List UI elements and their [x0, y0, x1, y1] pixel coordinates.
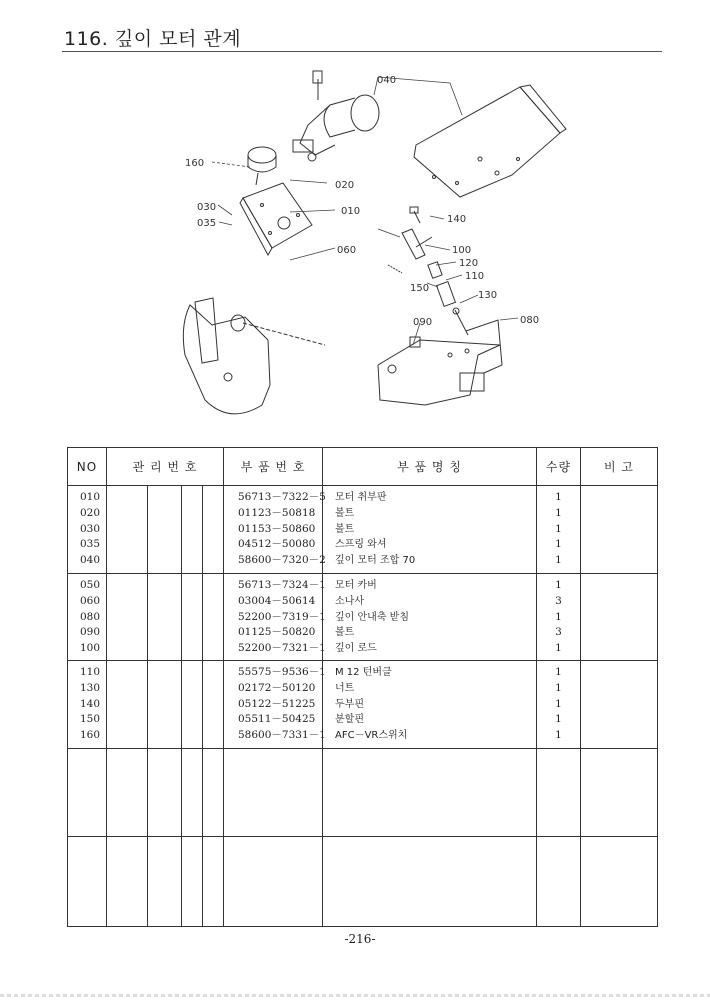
callout-035: 035 — [197, 218, 217, 229]
group-2-part-name-column: 모터 카버 소나사 깊이 안내축 받침 볼트 깊이 로드 — [323, 574, 537, 661]
group-2-remarks-column — [581, 574, 658, 661]
callout-010: 010 — [341, 206, 361, 217]
table-row-group-1 — [68, 486, 658, 574]
group-2-quantity-column: 1 3 1 3 1 — [537, 574, 581, 661]
group-1-part-number-column: 56713－7322－5 01123－50818 01153－50860 04512－50080 58600－7320－2 — [224, 486, 323, 574]
callout-130: 130 — [478, 290, 498, 301]
exploded-parts-diagram — [0, 55, 710, 445]
depth-guide-bracket-drawing — [378, 320, 502, 405]
parts-table — [67, 447, 658, 927]
empty-cell — [323, 837, 537, 927]
scan-edge-artifact — [0, 994, 710, 997]
callout-160: 160 — [185, 158, 205, 169]
group-2-no-column: 050 060 080 090 100 — [68, 574, 107, 661]
empty-cell — [581, 837, 658, 927]
callout-100: 100 — [452, 245, 472, 256]
group-1-management-column — [107, 486, 224, 574]
callout-040: 040 — [377, 75, 397, 86]
empty-cell — [537, 837, 581, 927]
callout-110: 110 — [465, 271, 485, 282]
empty-cell — [68, 837, 107, 927]
depth-rod-assembly-drawing — [388, 207, 468, 335]
group-3-no-column: 110 130 140 150 160 — [68, 661, 107, 749]
callout-080: 080 — [520, 315, 540, 326]
table-row-empty-1 — [68, 749, 658, 837]
table-row-group-2 — [68, 574, 658, 661]
callout-140: 140 — [447, 214, 467, 225]
group-1-remarks-column — [581, 486, 658, 574]
callout-120: 120 — [459, 258, 479, 269]
afc-vr-switch-drawing — [248, 147, 276, 185]
callout-030: 030 — [197, 202, 217, 213]
group-3-part-number-column: 55575－9536－1 02172－50120 05122－51225 05511－50425 58600－7331－1 — [224, 661, 323, 749]
empty-cell — [224, 837, 323, 927]
group-3-quantity-column: 1 1 1 1 1 — [537, 661, 581, 749]
group-1-quantity-column: 1 1 1 1 1 — [537, 486, 581, 574]
empty-cell — [581, 749, 658, 837]
callout-150: 150 — [410, 283, 430, 294]
empty-cell — [323, 749, 537, 837]
callout-090: 090 — [413, 317, 433, 328]
callout-060: 060 — [337, 245, 357, 256]
group-2-management-column — [107, 574, 224, 661]
group-1-no-column: 010 020 030 035 040 — [68, 486, 107, 574]
empty-cell — [68, 749, 107, 837]
table-row-empty-2 — [68, 837, 658, 927]
motor-mount-plate-drawing — [240, 183, 312, 255]
header-part-name: 부 품 명 칭 — [323, 448, 537, 486]
depth-motor-drawing — [293, 71, 379, 161]
header-remarks: 비 고 — [581, 448, 658, 486]
machine-body-drawing — [183, 298, 325, 414]
header-no: NO — [68, 448, 107, 486]
empty-cell — [224, 749, 323, 837]
group-3-remarks-column — [581, 661, 658, 749]
empty-management-cell — [107, 837, 224, 927]
parts-table-header — [68, 448, 658, 486]
page-title: 116. 깊이 모터 관계 — [64, 28, 242, 50]
mounting-bracket-drawing — [414, 85, 566, 197]
title-divider — [62, 51, 662, 52]
header-part-number: 부 품 번 호 — [224, 448, 323, 486]
header-management-number: 관 리 번 호 — [107, 448, 224, 486]
empty-management-cell — [107, 749, 224, 837]
group-1-part-name-column: 모터 취부판 볼트 볼트 스프링 와셔 깊이 모터 조합 70 — [323, 486, 537, 574]
empty-cell — [537, 749, 581, 837]
group-3-management-column — [107, 661, 224, 749]
group-2-part-number-column: 56713－7324－1 03004－50614 52200－7319－1 01125－50820 52200－7321－1 — [224, 574, 323, 661]
table-row-group-3 — [68, 661, 658, 749]
group-3-part-name-column: M 12 턴버클 너트 두부핀 분할핀 AFC－VR스위치 — [323, 661, 537, 749]
callout-020: 020 — [335, 180, 355, 191]
page-number: -216- — [344, 932, 376, 946]
header-quantity: 수량 — [537, 448, 581, 486]
